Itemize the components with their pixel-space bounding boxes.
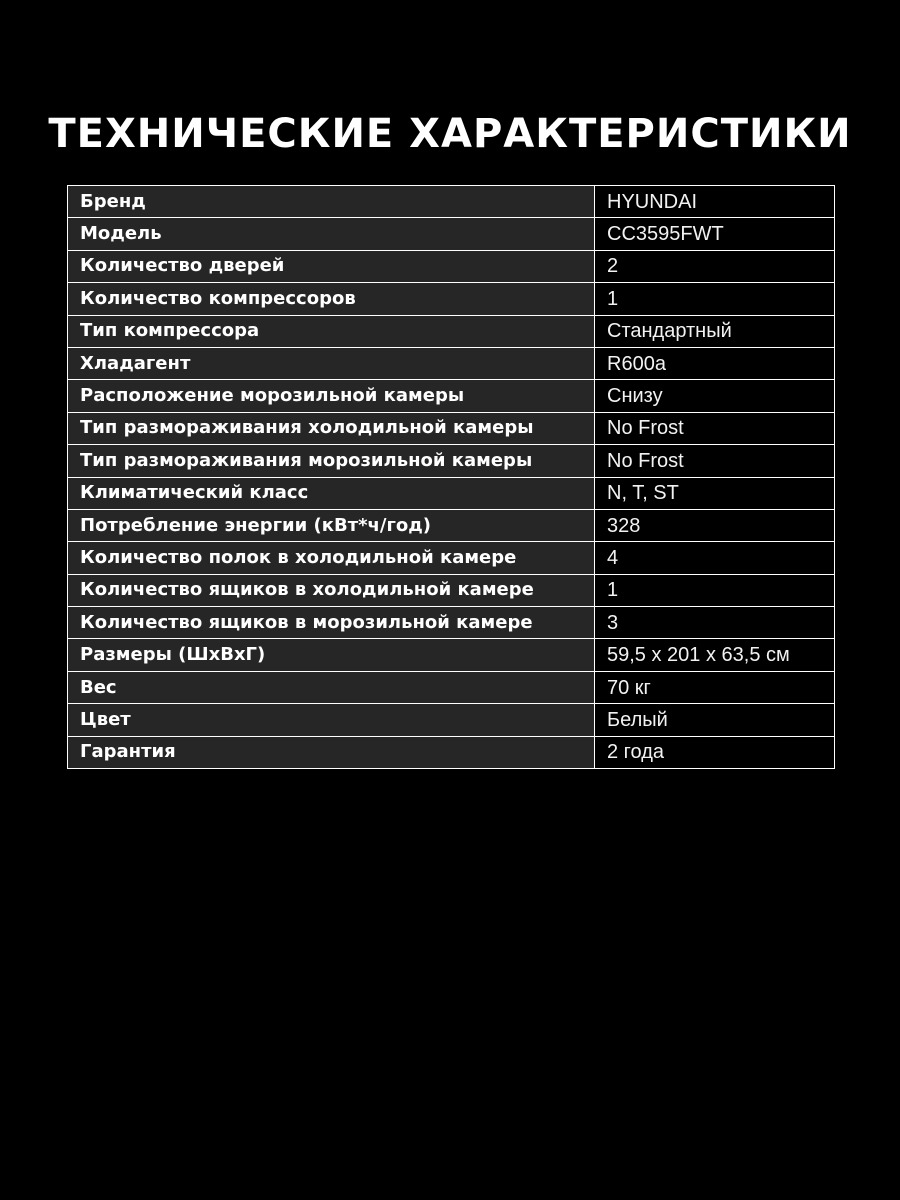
spec-name: Бренд <box>68 186 595 218</box>
spec-value: No Frost <box>595 412 835 444</box>
spec-value: 2 <box>595 250 835 282</box>
table-row <box>68 607 835 639</box>
spec-name: Количество дверей <box>68 250 595 282</box>
spec-name: Хладагент <box>68 347 595 379</box>
spec-name: Количество ящиков в холодильной камере <box>68 574 595 606</box>
table-row <box>68 542 835 574</box>
table-row <box>68 347 835 379</box>
spec-value: 3 <box>595 607 835 639</box>
spec-table <box>67 185 835 769</box>
table-row <box>68 380 835 412</box>
spec-name: Вес <box>68 671 595 703</box>
spec-name: Климатический класс <box>68 477 595 509</box>
spec-value: Стандартный <box>595 315 835 347</box>
table-row <box>68 704 835 736</box>
spec-value: R600a <box>595 347 835 379</box>
spec-name: Размеры (ШхВхГ) <box>68 639 595 671</box>
table-row <box>68 445 835 477</box>
spec-name: Количество полок в холодильной камере <box>68 542 595 574</box>
spec-value: 1 <box>595 283 835 315</box>
spec-name: Потребление энергии (кВт*ч/год) <box>68 509 595 541</box>
spec-value: 70 кг <box>595 671 835 703</box>
spec-name: Тип размораживания морозильной камеры <box>68 445 595 477</box>
spec-value: No Frost <box>595 445 835 477</box>
spec-value: N, T, ST <box>595 477 835 509</box>
table-row <box>68 186 835 218</box>
table-row <box>68 736 835 768</box>
spec-name: Количество ящиков в морозильной камере <box>68 607 595 639</box>
spec-name: Количество компрессоров <box>68 283 595 315</box>
spec-name: Модель <box>68 218 595 250</box>
table-row <box>68 477 835 509</box>
spec-value: 2 года <box>595 736 835 768</box>
spec-name: Расположение морозильной камеры <box>68 380 595 412</box>
spec-value: Белый <box>595 704 835 736</box>
spec-name: Гарантия <box>68 736 595 768</box>
spec-value: Снизу <box>595 380 835 412</box>
table-row <box>68 509 835 541</box>
table-row <box>68 250 835 282</box>
page-title: ТЕХНИЧЕСКИЕ ХАРАКТЕРИСТИКИ <box>48 111 852 157</box>
spec-name: Цвет <box>68 704 595 736</box>
table-row <box>68 639 835 671</box>
table-row <box>68 574 835 606</box>
table-row <box>68 315 835 347</box>
table-row <box>68 283 835 315</box>
table-row <box>68 412 835 444</box>
spec-value: 4 <box>595 542 835 574</box>
spec-value: CC3595FWT <box>595 218 835 250</box>
spec-value: 1 <box>595 574 835 606</box>
spec-name: Тип размораживания холодильной камеры <box>68 412 595 444</box>
spec-value: 59,5 х 201 х 63,5 см <box>595 639 835 671</box>
spec-value: 328 <box>595 509 835 541</box>
table-row <box>68 218 835 250</box>
spec-name: Тип компрессора <box>68 315 595 347</box>
table-row <box>68 671 835 703</box>
spec-value: HYUNDAI <box>595 186 835 218</box>
spec-table-body <box>68 186 835 769</box>
